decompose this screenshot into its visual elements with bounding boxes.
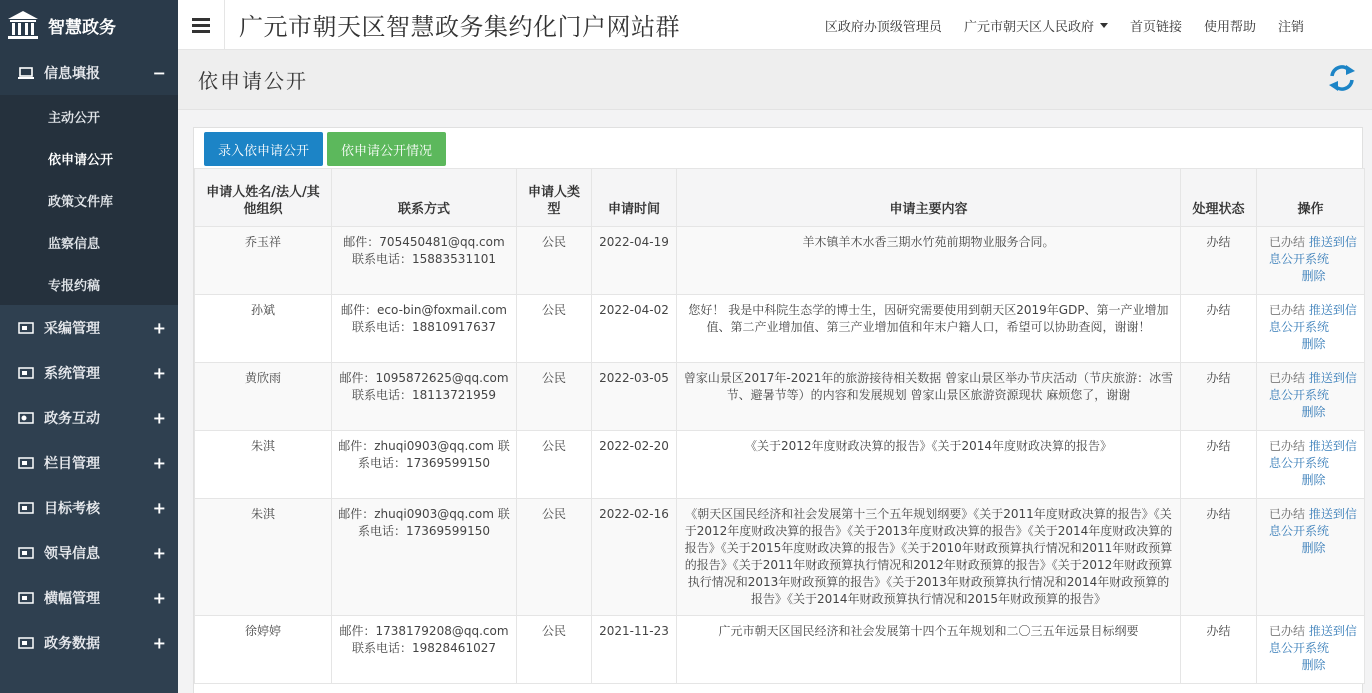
table-row <box>195 499 1365 616</box>
admin-user-label: 区政府办顶级管理员 <box>824 19 942 35</box>
main-content <box>178 50 1372 693</box>
sidebar-group-editing[interactable] <box>0 305 178 350</box>
expand-icon[interactable]: + <box>152 633 166 652</box>
hamburger-icon <box>192 17 210 33</box>
add-application-button[interactable]: 录入依申请公开 <box>204 132 323 166</box>
cell-type: 公民 <box>517 295 592 363</box>
cell-contact: 邮件：zhuqi0903@qq.com 联系电话：17369599150 <box>332 499 517 616</box>
done-label: 已办结 <box>1269 371 1306 385</box>
expand-icon[interactable]: + <box>152 408 166 427</box>
cell-contact: 邮件：eco-bin@foxmail.com 联系电话：18810917637 <box>332 295 517 363</box>
cell-contact: 邮件：1095872625@qq.com 联系电话：18113721959 <box>332 363 517 431</box>
delete-link[interactable]: 删除 <box>1301 473 1326 487</box>
cell-name: 朱淇 <box>195 431 332 499</box>
cell-contact: 邮件：zhuqi0903@qq.com 联系电话：17369599150 <box>332 431 517 499</box>
refresh-icon[interactable] <box>1326 62 1358 94</box>
expand-icon[interactable]: + <box>152 363 166 382</box>
sidebar-group-label: 系统管理 <box>44 365 100 382</box>
sidebar-group-columns[interactable] <box>0 440 178 485</box>
sidebar-group-label: 目标考核 <box>44 500 100 517</box>
sidebar-group-label: 政务数据 <box>44 635 100 652</box>
assessment-icon <box>18 501 34 515</box>
sidebar-item-application-disclosure[interactable]: 依申请公开 <box>48 152 114 168</box>
done-label: 已办结 <box>1269 507 1306 521</box>
expand-icon[interactable]: + <box>152 498 166 517</box>
cell-ops <box>1257 227 1365 295</box>
brand[interactable] <box>0 0 178 50</box>
sidebar-item-supervision-info[interactable]: 监察信息 <box>48 236 101 252</box>
column-header-ops: 操作 <box>1257 169 1365 227</box>
banner-icon <box>18 591 34 605</box>
sidebar-group-label: 政务互动 <box>44 410 100 427</box>
home-link[interactable]: 首页链接 <box>1129 19 1182 35</box>
edit-icon <box>18 321 34 335</box>
sidebar-group-label: 栏目管理 <box>44 455 100 472</box>
push-link[interactable]: 推送到信息公开系统 <box>1269 439 1357 470</box>
table-row <box>195 616 1365 684</box>
divider <box>224 0 225 50</box>
delete-link[interactable]: 删除 <box>1301 405 1326 419</box>
columns-icon <box>18 456 34 470</box>
expand-icon[interactable]: + <box>152 318 166 337</box>
cell-ops <box>1257 499 1365 616</box>
cell-name: 徐婷婷 <box>195 616 332 684</box>
table-row <box>195 227 1365 295</box>
toolbar <box>194 128 1362 170</box>
column-header-status: 处理状态 <box>1181 169 1257 227</box>
caret-down-icon <box>1100 23 1108 28</box>
cell-name: 乔玉祥 <box>195 227 332 295</box>
cell-status: 办结 <box>1181 616 1257 684</box>
delete-link[interactable]: 删除 <box>1301 269 1326 283</box>
help-link[interactable]: 使用帮助 <box>1203 19 1256 35</box>
cell-content: 羊木镇羊木水香三期水竹苑前期物业服务合同。 <box>677 227 1181 295</box>
cell-content: 《关于2012年度财政决算的报告》《关于2014年度财政决算的报告》 <box>677 431 1181 499</box>
cell-time: 2022-02-16 <box>592 499 677 616</box>
expand-icon[interactable]: + <box>152 588 166 607</box>
page-header <box>178 50 1372 110</box>
done-label: 已办结 <box>1269 624 1306 638</box>
sidebar-group-label: 采编管理 <box>44 320 100 337</box>
laptop-icon <box>18 66 34 80</box>
delete-link[interactable]: 删除 <box>1301 658 1326 672</box>
column-header-name: 申请人姓名/法人/其他组织 <box>195 169 332 227</box>
cell-ops <box>1257 616 1365 684</box>
government-building-icon <box>6 8 40 42</box>
push-link[interactable]: 推送到信息公开系统 <box>1269 371 1357 402</box>
cell-status: 办结 <box>1181 295 1257 363</box>
delete-link[interactable]: 删除 <box>1301 337 1326 351</box>
sidebar-group-assessment[interactable] <box>0 485 178 530</box>
delete-link[interactable]: 删除 <box>1301 541 1326 555</box>
cell-time: 2022-04-02 <box>592 295 677 363</box>
cell-name: 朱淇 <box>195 499 332 616</box>
cell-time: 2021-11-23 <box>592 616 677 684</box>
cell-content: 《朝天区国民经济和社会发展第十三个五年规划纲要》《关于2011年度财政决算的报告》《关于2012年度财政决算的报告》《关于2013年度财政决算的报告》《关于2014年度财政决算的报告》《关于2015年度财政决算的报告》《关于2010年财政预算执行情况和2011年财政预算的报告》《关于2011年财政预算执行情况和2012年财政预算的报告》《关于2012年财政预算执行情况和2013年财政预算的报告》《关于2013年财政预算执行情况和2014年财政预算的报告》《关于2014年财政预算执行情况和2015年财政预算的报告》 <box>677 499 1181 616</box>
org-dropdown-label: 广元市朝天区人民政府 <box>963 19 1094 35</box>
done-label: 已办结 <box>1269 439 1306 453</box>
data-icon <box>18 636 34 650</box>
org-dropdown[interactable] <box>964 16 1108 35</box>
cell-contact: 邮件：705450481@qq.com 联系电话：15883531101 <box>332 227 517 295</box>
site-title: 广元市朝天区智慧政务集约化门户网站群 <box>239 13 680 41</box>
table-row <box>195 295 1365 363</box>
column-header-type: 申请人类型 <box>517 169 592 227</box>
sidebar-item-policy-library[interactable]: 政策文件库 <box>48 194 114 210</box>
cell-ops <box>1257 295 1365 363</box>
table-row <box>195 363 1365 431</box>
cell-time: 2022-03-05 <box>592 363 677 431</box>
cell-status: 办结 <box>1181 499 1257 616</box>
application-status-button[interactable]: 依申请公开情况 <box>327 132 446 166</box>
cell-content: 广元市朝天区国民经济和社会发展第十四个五年规划和二〇三五年远景目标纲要 <box>677 616 1181 684</box>
expand-icon[interactable]: + <box>152 543 166 562</box>
top-bar <box>178 0 1372 50</box>
sidebar <box>0 0 178 693</box>
sidebar-group-interaction[interactable] <box>0 395 178 440</box>
cell-name: 黄欣雨 <box>195 363 332 431</box>
sidebar-group-leaders[interactable] <box>0 530 178 575</box>
cell-type: 公民 <box>517 227 592 295</box>
done-label: 已办结 <box>1269 303 1306 317</box>
table-row <box>195 431 1365 499</box>
sidebar-group-system[interactable] <box>0 350 178 395</box>
menu-toggle-button[interactable] <box>178 0 224 50</box>
sidebar-item-report-drafts[interactable]: 专报约稿 <box>48 278 101 294</box>
sidebar-group-info-entry[interactable] <box>0 50 178 95</box>
cell-type: 公民 <box>517 363 592 431</box>
sidebar-group-label: 信息填报 <box>44 65 100 82</box>
leaders-icon <box>18 546 34 560</box>
push-link[interactable]: 推送到信息公开系统 <box>1269 624 1357 655</box>
cell-ops <box>1257 431 1365 499</box>
top-links <box>825 0 1372 50</box>
cell-time: 2022-02-20 <box>592 431 677 499</box>
cell-contact: 邮件：1738179208@qq.com 联系电话：19828461027 <box>332 616 517 684</box>
expand-icon[interactable]: + <box>152 453 166 472</box>
column-header-content: 申请主要内容 <box>677 169 1181 227</box>
cell-name: 孙斌 <box>195 295 332 363</box>
cell-status: 办结 <box>1181 227 1257 295</box>
brand-title: 智慧政务 <box>48 17 116 38</box>
cell-time: 2022-04-19 <box>592 227 677 295</box>
push-link[interactable]: 推送到信息公开系统 <box>1269 303 1357 334</box>
sidebar-subnav <box>0 95 178 305</box>
applications-table <box>194 168 1365 684</box>
done-label: 已办结 <box>1269 235 1306 249</box>
sidebar-group-banners[interactable] <box>0 575 178 620</box>
column-header-time: 申请时间 <box>592 169 677 227</box>
collapse-icon[interactable]: − <box>152 63 166 82</box>
system-icon <box>18 366 34 380</box>
cell-type: 公民 <box>517 499 592 616</box>
sidebar-group-data[interactable] <box>0 620 178 665</box>
cell-type: 公民 <box>517 616 592 684</box>
cell-status: 办结 <box>1181 363 1257 431</box>
cell-type: 公民 <box>517 431 592 499</box>
cell-content: 曾家山景区2017年-2021年的旅游接待相关数据 曾家山景区举办节庆活动（节庆旅游：冰雪节、避暑节等）的内容和发展规划 曾家山景区旅游资源现状 麻烦您了，谢谢 <box>677 363 1181 431</box>
cell-content: 您好！ 我是中科院生态学的博士生，因研究需要使用到朝天区2019年GDP、第一产业增加值、第二产业增加值、第三产业增加值和年末户籍人口，希望可以协助查阅，谢谢！ <box>677 295 1181 363</box>
sidebar-group-label: 横幅管理 <box>44 590 100 607</box>
sidebar-item-proactive-disclosure[interactable]: 主动公开 <box>48 110 101 126</box>
push-link[interactable]: 推送到信息公开系统 <box>1269 235 1357 266</box>
page-title: 依申请公开 <box>198 69 308 93</box>
push-link[interactable]: 推送到信息公开系统 <box>1269 507 1357 538</box>
cell-ops <box>1257 363 1365 431</box>
cell-status: 办结 <box>1181 431 1257 499</box>
interaction-icon <box>18 411 34 425</box>
records-panel <box>193 127 1363 693</box>
column-header-contact: 联系方式 <box>332 169 517 227</box>
sidebar-group-label: 领导信息 <box>44 545 100 562</box>
logout-link[interactable]: 注销 <box>1277 19 1304 35</box>
